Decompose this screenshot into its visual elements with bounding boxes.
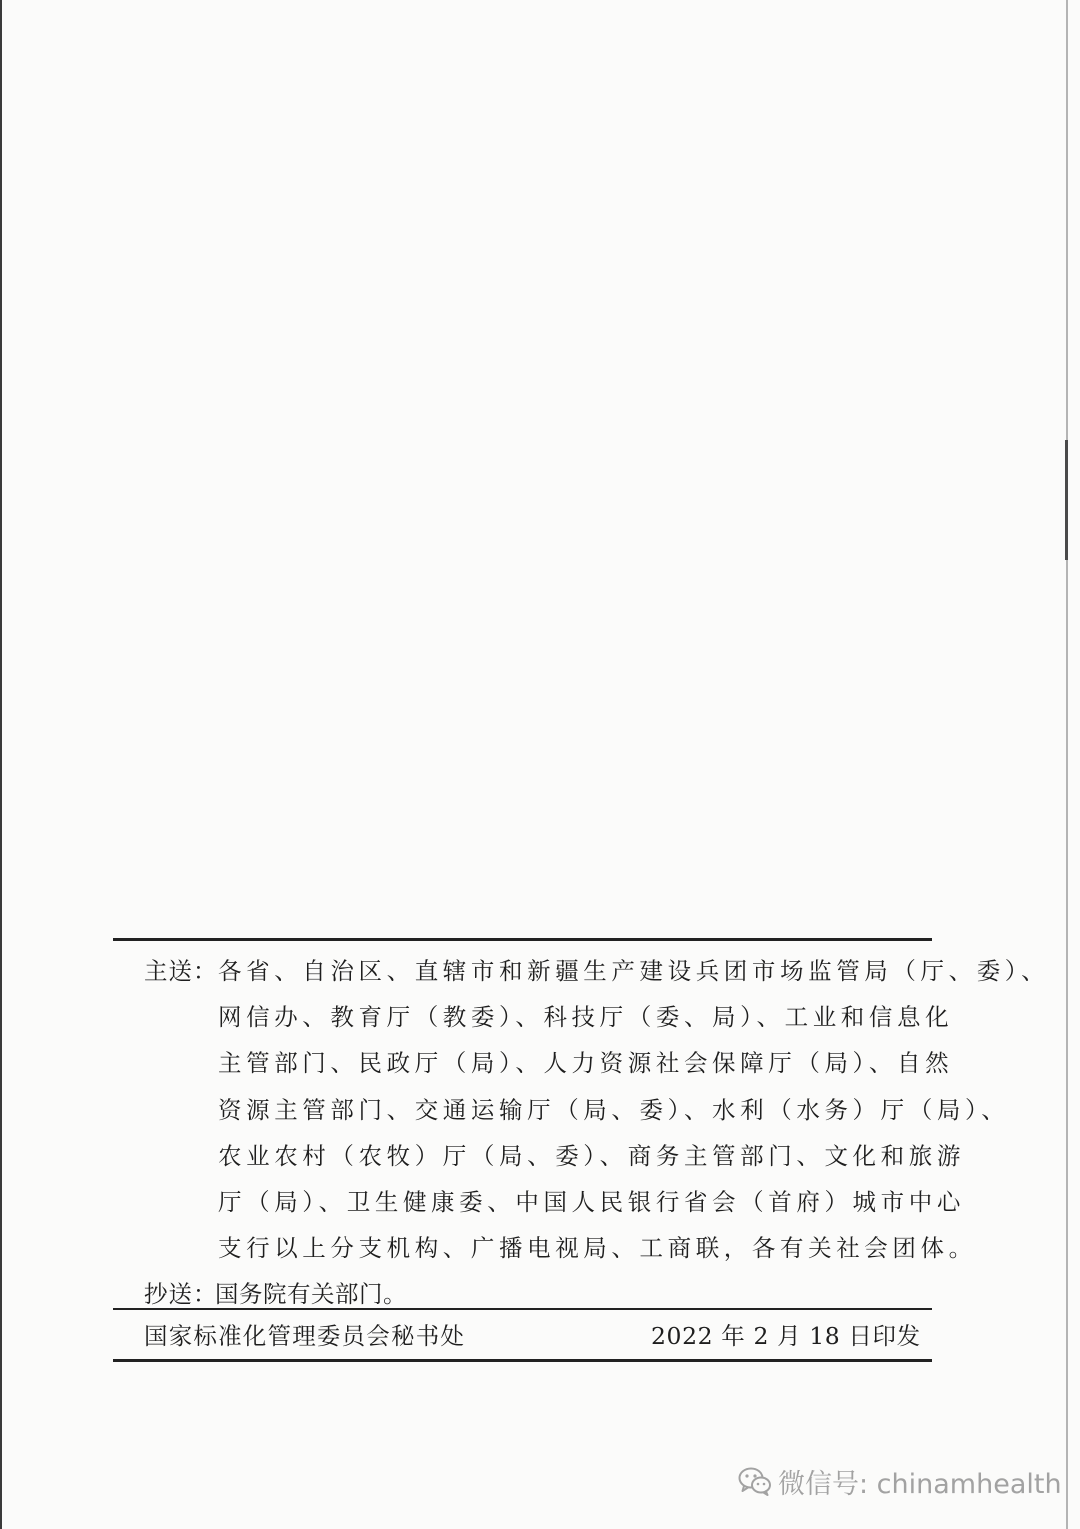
scan-right-edge-mark (1065, 440, 1068, 560)
distribution-top-rule (113, 938, 932, 941)
main-recipients-line: 各省、自治区、直辖市和新疆生产建设兵团市场监管局（厅、委）、 (218, 957, 1050, 985)
cc-row (144, 1271, 904, 1317)
main-recipients-line: 资源主管部门、交通运输厅（局、委）、水利（水务）厅（局）、 (218, 1095, 1010, 1124)
cc-recipients: 国务院有关部门。 (215, 1280, 407, 1309)
main-recipients-line: 农业农村（农牧）厅（局、委）、商务主管部门、文化和旅游 (218, 1141, 965, 1170)
cc-label: 抄送： (144, 1280, 218, 1309)
scan-right-edge (1066, 0, 1068, 1529)
distribution-block (144, 948, 1050, 1318)
main-recipients-line: 支行以上分支机构、广播电视局、工商联，各有关社会团体。 (218, 1234, 977, 1263)
main-recipients-row (144, 994, 954, 1040)
watermark-text: 微信号: chinamhealth (778, 1468, 1062, 1500)
main-recipients-label: 主送： (144, 957, 218, 985)
main-recipients-row (144, 1179, 965, 1225)
scan-left-edge (0, 0, 2, 1529)
main-recipients-line: 网信办、教育厅（教委）、科技厅（委、局）、工业和信息化 (218, 1003, 954, 1032)
issue-date: 2022 年 2 月 18 日印发 (651, 1322, 921, 1350)
issuing-office: 国家标准化管理委员会秘书处 (144, 1322, 466, 1350)
main-recipients-line: 厅（局）、卫生健康委、中国人民银行省会（首府）城市中心 (218, 1187, 965, 1216)
main-recipients-line: 主管部门、民政厅（局）、人力资源社会保障厅（局）、自然 (218, 1049, 954, 1078)
main-recipients-row (144, 1087, 1010, 1133)
main-recipients-row (144, 948, 1050, 994)
main-recipients-row (144, 1040, 954, 1086)
distribution-bottom-rule (113, 1359, 932, 1362)
distribution-middle-rule (113, 1308, 932, 1310)
main-recipients-row (144, 1225, 977, 1271)
main-recipients-row (144, 1133, 965, 1179)
wechat-icon (738, 1466, 772, 1496)
wechat-watermark (738, 1461, 1062, 1501)
